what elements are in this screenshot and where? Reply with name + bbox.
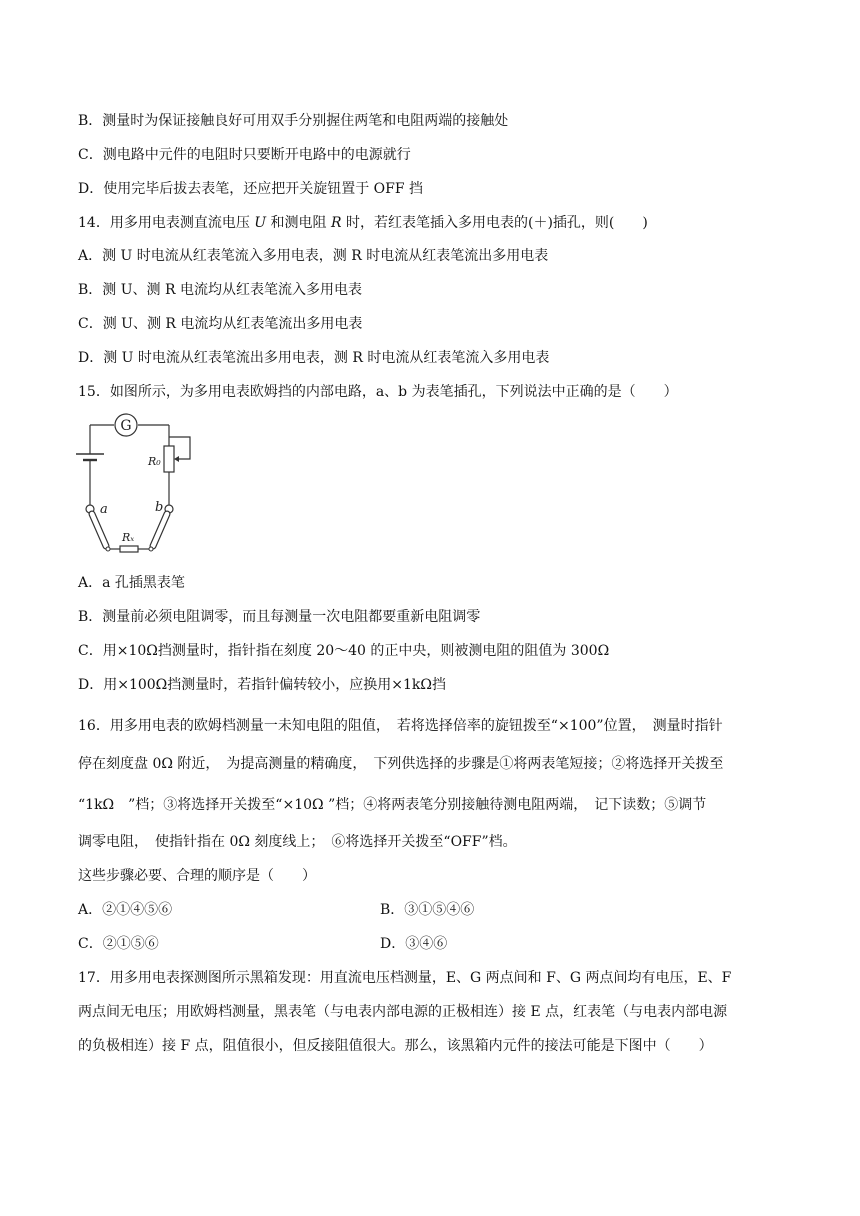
option-13-c: C．测电路中元件的电阻时只要断开电路中的电源就行 <box>78 147 411 163</box>
question-16-line-4: 调零电阻， 使指针指在 0Ω 刻度线上； ⑥将选择开关拨至“OFF”档。 <box>78 834 517 850</box>
rx-resistor <box>120 546 138 552</box>
question-17-line-2: 两点间无电压；用欧姆档测量，黑表笔（与电表内部电源的正极相连）接 E 点，红表笔（与电表内部电源 <box>78 1004 728 1020</box>
question-16-line-2: 停在刻度盘 0Ω 附近， 为提高测量的精确度， 下列供选择的步骤是①将两表笔短接；②将选择开关拨至 <box>78 756 724 772</box>
question-17-line-3: 的负极相连）接 F 点，阻值很小，但反接阻值很大。那么，该黑箱内元件的接法可能是下图中（ ） <box>78 1038 713 1054</box>
option-13-b: B．测量时为保证接触良好可用双手分别握住两笔和电阻两端的接触处 <box>78 113 509 129</box>
right-probe <box>149 514 167 551</box>
option-14-d: D．测 U 时电流从红表笔流出多用电表，测 R 时电流从红表笔流入多用电表 <box>78 350 550 366</box>
r0-label: R₀ <box>148 455 161 468</box>
question-16-line-3: “1kΩ ”档；③将选择开关拨至“×10Ω ”档；④将两表笔分别接触待测电阻两端， 记下读数；⑤调节 <box>78 797 707 813</box>
question-15-stem: 15．如图所示，为多用电表欧姆挡的内部电路，a、b 为表笔插孔，下列说法中正确的是（ ） <box>78 384 678 400</box>
option-14-c: C．测 U、测 R 电流均从红表笔流出多用电表 <box>78 316 363 332</box>
zero-adjust-resistor <box>164 446 174 472</box>
option-15-c: C．用×10Ω挡测量时，指针指在刻度 20～40 的正中央，则被测电阻的阻值为 300Ω <box>78 643 610 659</box>
rx-label: Rₓ <box>122 531 135 544</box>
option-15-b: B．测量前必须电阻调零，而且每测量一次电阻都要重新电阻调零 <box>78 609 481 625</box>
option-15-d: D．用×100Ω挡测量时，若指针偏转较小，应换用×1kΩ挡 <box>78 677 447 693</box>
terminal-a-label: a <box>100 502 108 517</box>
option-16-c: C．②①⑤⑥ <box>78 936 159 952</box>
ohmmeter-circuit-diagram <box>72 410 202 558</box>
option-16-a: A．②①④⑤⑥ <box>78 902 173 918</box>
option-14-b: B．测 U、测 R 电流均从红表笔流入多用电表 <box>78 282 362 298</box>
question-16-line-5: 这些步骤必要、合理的顺序是（ ） <box>78 868 316 884</box>
option-14-a: A．测 U 时电流从红表笔流入多用电表，测 R 时电流从红表笔流出多用电表 <box>78 248 549 264</box>
left-probe <box>92 514 110 551</box>
terminal-b-label: b <box>155 500 164 515</box>
galvanometer-label: G <box>120 418 132 434</box>
question-17-line-1: 17．用多用电表探测图所示黑箱发现：用直流电压档测量，E、G 两点间和 F、G 两点间均有电压，E、F <box>78 970 732 986</box>
option-15-a: A．a 孔插黑表笔 <box>78 575 185 591</box>
option-16-b: B．③①⑤④⑥ <box>380 902 475 918</box>
question-14-stem: 14．用多用电表测直流电压 U 和测电阻 R 时，若红表笔插入多用电表的(＋)插孔，则( ) <box>78 215 648 231</box>
question-16-line-1: 16．用多用电表的欧姆档测量一未知电阻的阻值， 若将选择倍率的旋钮拨至“×100”位置， 测量时指针 <box>78 718 723 734</box>
option-16-d: D．③④⑥ <box>380 936 448 952</box>
option-13-d: D．使用完毕后拔去表笔，还应把开关旋钮置于 OFF 挡 <box>78 181 424 197</box>
